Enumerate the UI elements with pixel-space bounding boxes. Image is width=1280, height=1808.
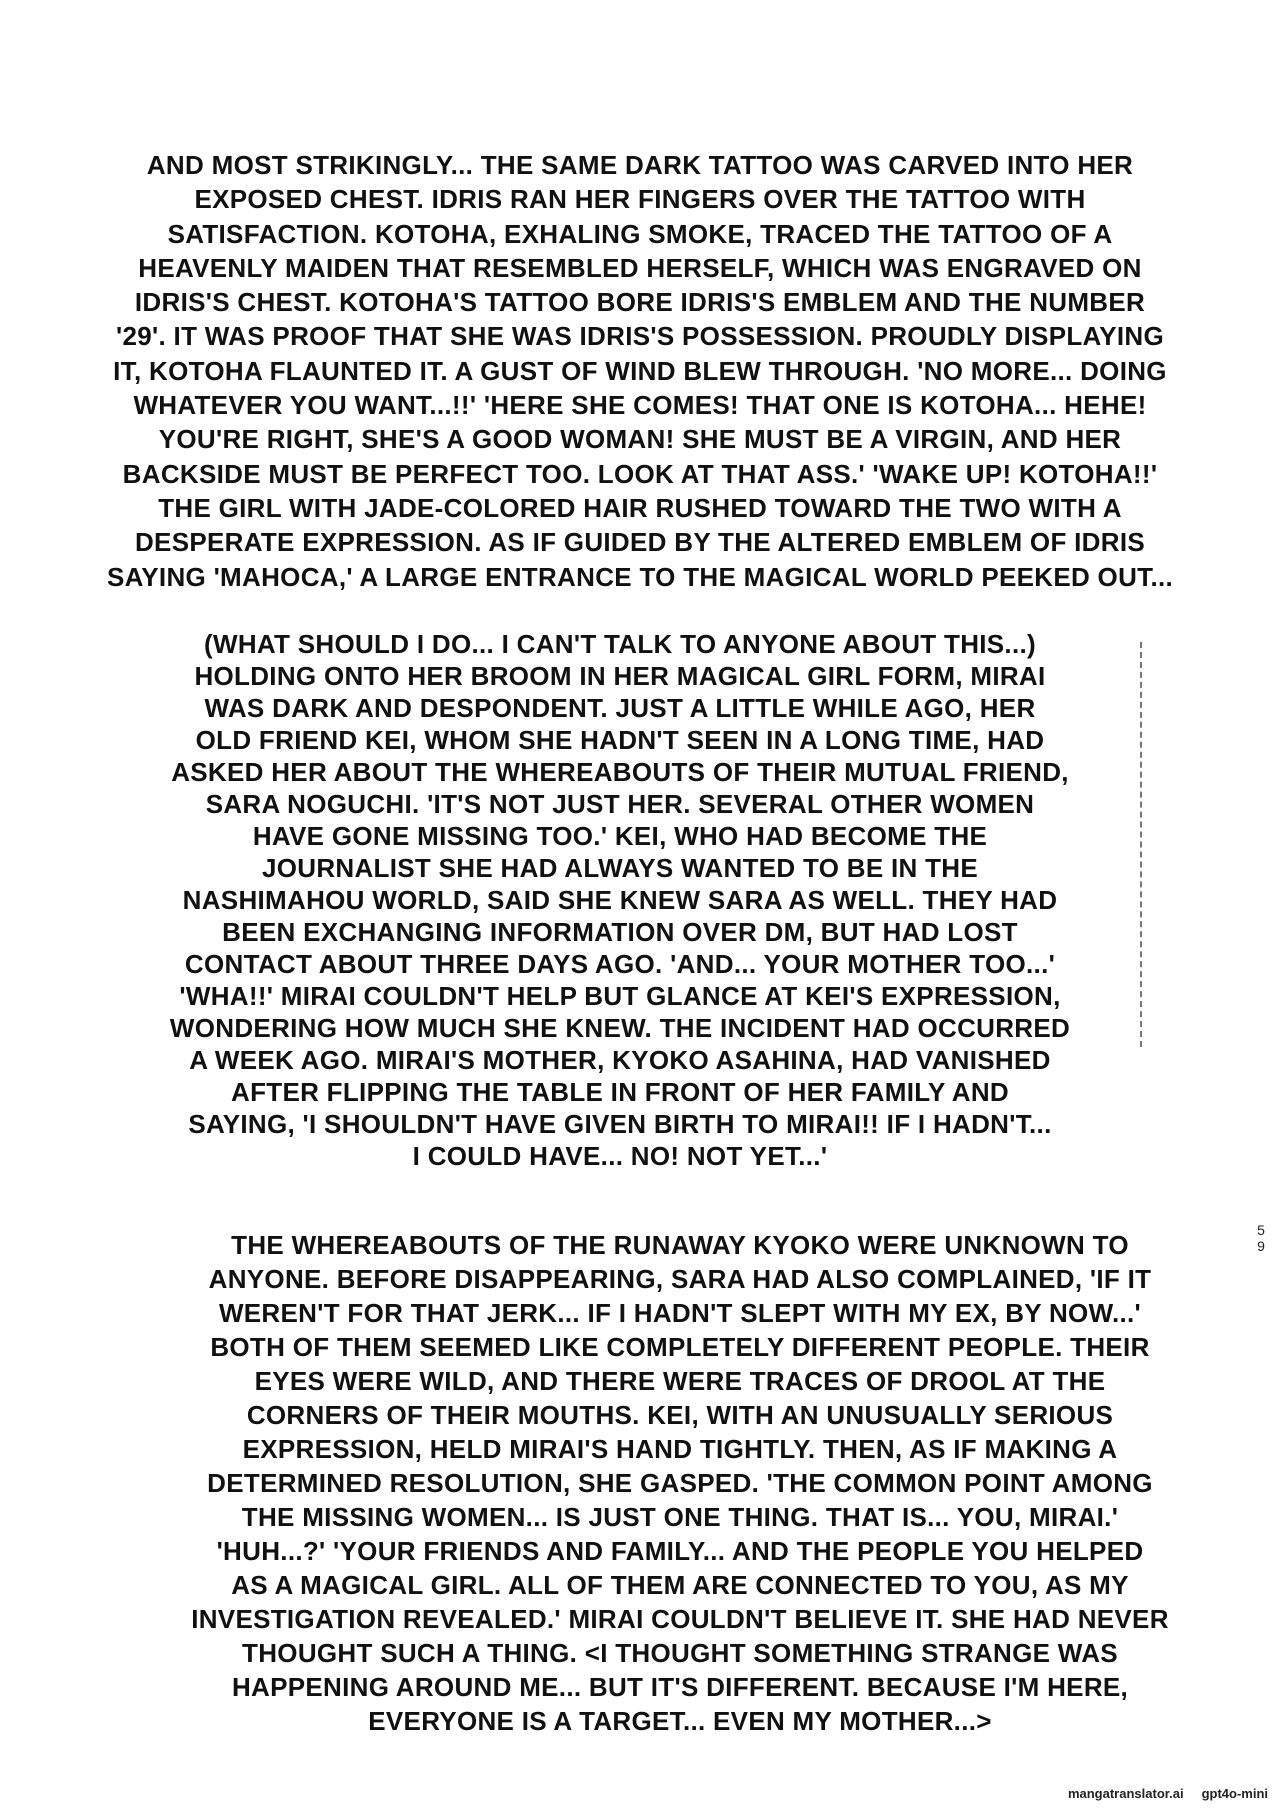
text-line: SARA NOGUCHI. 'IT'S NOT JUST HER. SEVERAL OTHER WOMEN bbox=[205, 789, 1035, 819]
text-line: EXPOSED CHEST. IDRIS RAN HER FINGERS OVER THE TATTOO WITH bbox=[194, 184, 1086, 215]
text-line: IT, KOTOHA FLAUNTED IT. A GUST OF WIND BLEW THROUGH. 'NO MORE... DOING bbox=[113, 355, 1167, 386]
text-line: HAVE GONE MISSING TOO.' KEI, WHO HAD BECOME THE bbox=[252, 821, 988, 851]
page-number-digit: 5 bbox=[1257, 1222, 1265, 1238]
text-line: WEREN'T FOR THAT JERK... IF I HADN'T SLEPT WITH MY EX, BY NOW...' bbox=[218, 1298, 1142, 1328]
text-line: SAYING, 'I SHOULDN'T HAVE GIVEN BIRTH TO MIRAI!! IF I HADN'T... bbox=[188, 1109, 1052, 1139]
text-line: 'WHA!!' MIRAI COULDN'T HELP BUT GLANCE AT KEI'S EXPRESSION, bbox=[179, 981, 1061, 1011]
text-line: THE GIRL WITH JADE-COLORED HAIR RUSHED TOWARD THE TWO WITH A bbox=[158, 492, 1122, 523]
text-line: NASHIMAHOU WORLD, SAID SHE KNEW SARA AS WELL. THEY HAD bbox=[182, 885, 1058, 915]
text-line: INVESTIGATION REVEALED.' MIRAI COULDN'T BELIEVE IT. SHE HAD NEVER bbox=[191, 1604, 1169, 1634]
text-line: A WEEK AGO. MIRAI'S MOTHER, KYOKO ASAHINA, HAD VANISHED bbox=[189, 1045, 1051, 1075]
text-line: WONDERING HOW MUCH SHE KNEW. THE INCIDENT HAD OCCURRED bbox=[169, 1013, 1071, 1043]
text-line: OLD FRIEND KEI, WHOM SHE HADN'T SEEN IN A LONG TIME, HAD bbox=[195, 725, 1045, 755]
text-line: I COULD HAVE... NO! NOT YET...' bbox=[412, 1141, 828, 1171]
text-line: SATISFACTION. KOTOHA, EXHALING SMOKE, TRACED THE TATTOO OF A bbox=[167, 218, 1113, 249]
text-line: BEEN EXCHANGING INFORMATION OVER DM, BUT HAD LOST bbox=[222, 917, 1018, 947]
text-line: THOUGHT SUCH A THING. <I THOUGHT SOMETHING STRANGE WAS bbox=[242, 1638, 1118, 1668]
text-line: AND MOST STRIKINGLY... THE SAME DARK TATTOO WAS CARVED INTO HER bbox=[146, 150, 1134, 180]
text-line: CONTACT ABOUT THREE DAYS AGO. 'AND... YOUR MOTHER TOO...' bbox=[184, 949, 1056, 979]
text-line: EVERYONE IS A TARGET... EVEN MY MOTHER...> bbox=[368, 1706, 992, 1736]
text-line: THE MISSING WOMEN... IS JUST ONE THING. THAT IS... YOU, MIRAI.' bbox=[241, 1502, 1119, 1532]
text-line: ANYONE. BEFORE DISAPPEARING, SARA HAD ALSO COMPLAINED, 'IF IT bbox=[208, 1264, 1152, 1294]
text-line: AS A MAGICAL GIRL. ALL OF THEM ARE CONNECTED TO YOU, AS MY bbox=[231, 1570, 1129, 1600]
text-line: HAPPENING AROUND ME... BUT IT'S DIFFERENT. BECAUSE I'M HERE, bbox=[231, 1672, 1129, 1702]
text-line: '29'. IT WAS PROOF THAT SHE WAS IDRIS'S POSSESSION. PROUDLY DISPLAYING bbox=[116, 321, 1164, 352]
text-line: EYES WERE WILD, AND THERE WERE TRACES OF DROOL AT THE bbox=[254, 1366, 1106, 1396]
text-line: THE WHEREABOUTS OF THE RUNAWAY KYOKO WERE UNKNOWN TO bbox=[231, 1230, 1129, 1260]
text-line: WHATEVER YOU WANT...!!' 'HERE SHE COMES! THAT ONE IS KOTOHA... HEHE! bbox=[133, 390, 1147, 421]
text-line: YOU'RE RIGHT, SHE'S A GOOD WOMAN! SHE MUST BE A VIRGIN, AND HER bbox=[158, 424, 1122, 455]
text-line: DESPERATE EXPRESSION. AS IF GUIDED BY THE ALTERED EMBLEM OF IDRIS bbox=[134, 527, 1145, 558]
text-line: BACKSIDE MUST BE PERFECT TOO. LOOK AT THAT ASS.' 'WAKE UP! KOTOHA!!' bbox=[122, 458, 1158, 489]
paragraph-1 bbox=[40, 148, 1240, 594]
footer-model: gpt4o-mini bbox=[1201, 1786, 1268, 1801]
footer-credits bbox=[1050, 1786, 1268, 1801]
text-line: EXPRESSION, HELD MIRAI'S HAND TIGHTLY. THEN, AS IF MAKING A bbox=[242, 1434, 1118, 1464]
text-line: HOLDING ONTO HER BROOM IN HER MAGICAL GIRL FORM, MIRAI bbox=[194, 661, 1046, 691]
text-line: ASKED HER ABOUT THE WHEREABOUTS OF THEIR MUTUAL FRIEND, bbox=[171, 757, 1069, 787]
page-number bbox=[1254, 1222, 1268, 1254]
text-line: WAS DARK AND DESPONDENT. JUST A LITTLE WHILE AGO, HER bbox=[204, 693, 1036, 723]
text-line: DETERMINED RESOLUTION, SHE GASPED. 'THE COMMON POINT AMONG bbox=[207, 1468, 1153, 1498]
text-line: HEAVENLY MAIDEN THAT RESEMBLED HERSELF, WHICH WAS ENGRAVED ON bbox=[138, 252, 1142, 283]
text-line: BOTH OF THEM SEEMED LIKE COMPLETELY DIFFERENT PEOPLE. THEIR bbox=[210, 1332, 1150, 1362]
dashed-divider bbox=[1140, 642, 1142, 1047]
text-line: SAYING 'MAHOCA,' A LARGE ENTRANCE TO THE MAGICAL WORLD PEEKED OUT... bbox=[106, 561, 1174, 592]
text-line: CORNERS OF THEIR MOUTHS. KEI, WITH AN UNUSUALLY SERIOUS bbox=[246, 1400, 1114, 1430]
footer-site: mangatranslator.ai bbox=[1067, 1786, 1184, 1801]
text-line: AFTER FLIPPING THE TABLE IN FRONT OF HER FAMILY AND bbox=[231, 1077, 1009, 1107]
paragraph-3 bbox=[130, 1228, 1230, 1738]
text-line: IDRIS'S CHEST. KOTOHA'S TATTOO BORE IDRIS'S EMBLEM AND THE NUMBER bbox=[134, 287, 1146, 318]
page-number-digit: 9 bbox=[1257, 1238, 1265, 1254]
paragraph-2 bbox=[60, 628, 1180, 1172]
text-line: JOURNALIST SHE HAD ALWAYS WANTED TO BE IN THE bbox=[261, 853, 979, 883]
text-line: 'HUH...?' 'YOUR FRIENDS AND FAMILY... AND THE PEOPLE YOU HELPED bbox=[216, 1536, 1144, 1566]
text-line: (WHAT SHOULD I DO... I CAN'T TALK TO ANYONE ABOUT THIS...) bbox=[204, 629, 1036, 659]
